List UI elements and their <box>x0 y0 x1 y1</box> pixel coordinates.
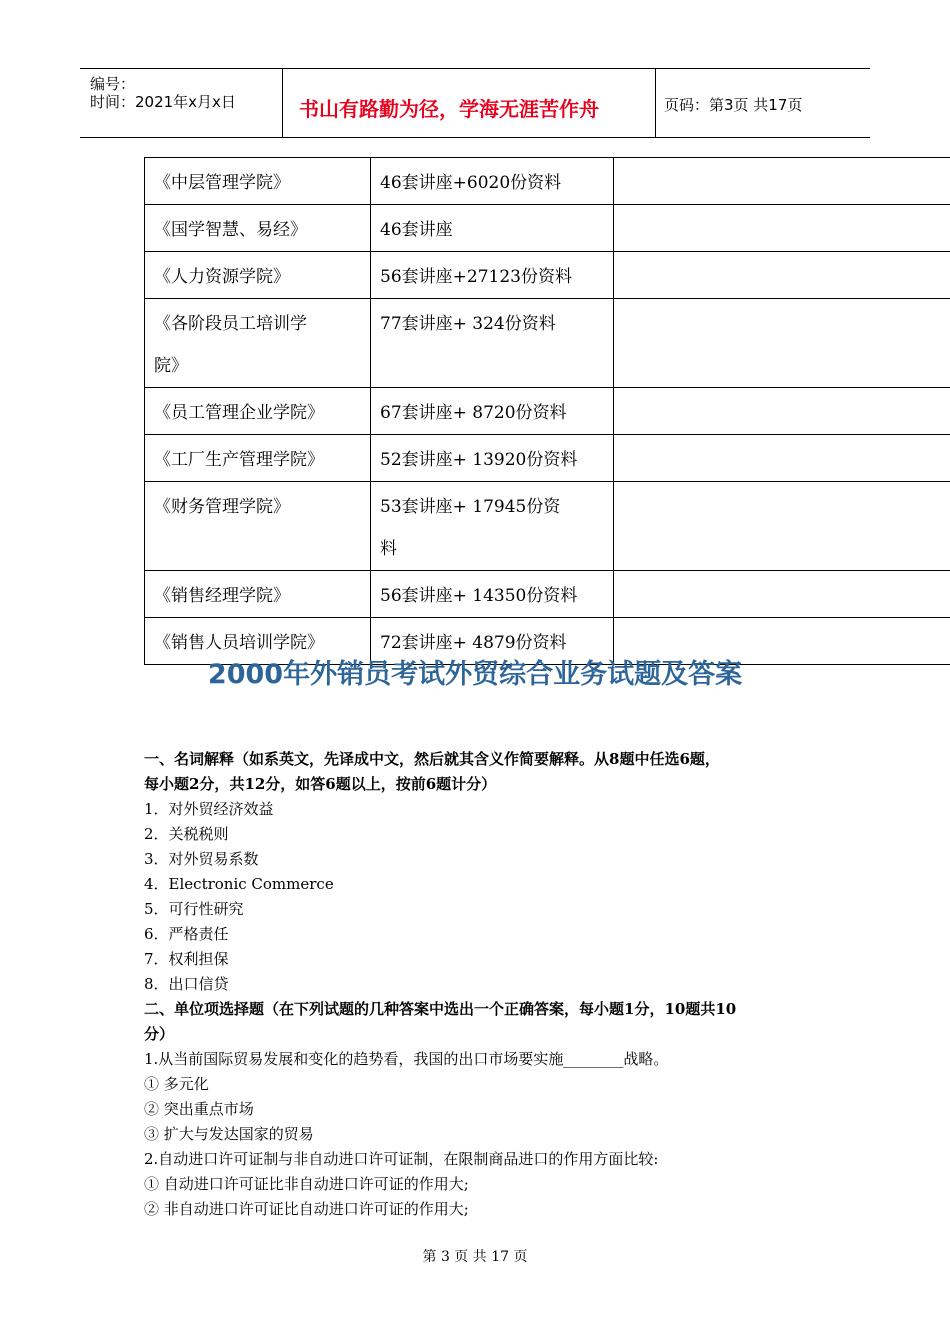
course-content-line: 53套讲座+ 17945份资 <box>380 497 561 517</box>
course-name: 《中层管理学院》 <box>145 158 371 205</box>
section2-heading: 二、单位项选择题（在下列试题的几种答案中选出一个正确答案，每小题1分，10题共10 <box>144 1000 737 1018</box>
question-line: 2.自动进口许可证制与非自动进口许可证制，在限制商品进口的作用方面比较: <box>144 1150 659 1168</box>
exam-body <box>144 747 824 1222</box>
option-line: ① 多元化 <box>144 1075 209 1093</box>
term-item: 7．权利担保 <box>144 950 229 968</box>
header-page-info: 页码：第3页 共17页 <box>664 96 803 114</box>
course-content: 56套讲座+27123份资料 <box>371 252 614 299</box>
course-content: 46套讲座+6020份资料 <box>371 158 614 205</box>
table-row <box>145 299 950 388</box>
course-name: 《销售经理学院》 <box>145 571 371 618</box>
section2-heading-cont: 分） <box>144 1025 175 1043</box>
table-row <box>145 388 950 435</box>
course-name: 《工厂生产管理学院》 <box>145 435 371 482</box>
course-note <box>614 388 950 435</box>
course-note <box>614 205 950 252</box>
date-label: 时间：2021年x月x日 <box>90 93 236 111</box>
option-line: ② 非自动进口许可证比自动进口许可证的作用大; <box>144 1200 469 1218</box>
term-item: 5．可行性研究 <box>144 900 244 918</box>
term-item: 6．严格责任 <box>144 925 229 943</box>
page-footer: 第 3 页 共 17 页 <box>422 1249 528 1265</box>
course-note <box>614 252 950 299</box>
course-content: 72套讲座+ 4879份资料 <box>371 618 614 665</box>
header-page-cell <box>656 69 870 137</box>
table-row <box>145 482 950 571</box>
header-motto-cell <box>283 69 656 137</box>
course-table <box>144 157 950 665</box>
page-header <box>80 68 870 138</box>
term-item: 3．对外贸易系数 <box>144 850 259 868</box>
course-content: 56套讲座+ 14350份资料 <box>371 571 614 618</box>
course-note <box>614 158 950 205</box>
section1-heading-cont: 每小题2分，共12分，如答6题以上，按前6题计分） <box>144 775 497 793</box>
course-name: 《员工管理企业学院》 <box>145 388 371 435</box>
table-row <box>145 205 950 252</box>
course-name-line: 院》 <box>154 356 188 376</box>
header-left-cell <box>80 69 283 137</box>
option-line: ① 自动进口许可证比非自动进口许可证的作用大; <box>144 1175 469 1193</box>
course-content: 46套讲座 <box>371 205 614 252</box>
term-item: 2．关税税则 <box>144 825 229 843</box>
course-name <box>145 299 371 388</box>
course-content <box>371 482 614 571</box>
option-line: ③ 扩大与发达国家的贸易 <box>144 1125 314 1143</box>
table-row <box>145 158 950 205</box>
term-item: 4．Electronic Commerce <box>144 875 334 893</box>
course-name: 《财务管理学院》 <box>145 482 371 571</box>
course-content: 52套讲座+ 13920份资料 <box>371 435 614 482</box>
course-note <box>614 482 950 571</box>
course-content: 67套讲座+ 8720份资料 <box>371 388 614 435</box>
header-motto: 书山有路勤为径，学海无涯苦作舟 <box>299 97 599 121</box>
course-name: 《人力资源学院》 <box>145 252 371 299</box>
table-row <box>145 571 950 618</box>
term-item: 1．对外贸经济效益 <box>144 800 274 818</box>
table-row <box>145 252 950 299</box>
document-title: 2000年外销员考试外贸综合业务试题及答案 <box>207 659 743 690</box>
code-label: 编号： <box>90 75 136 93</box>
question-line: 1.从当前国际贸易发展和变化的趋势看，我国的出口市场要实施________战略。 <box>144 1050 669 1068</box>
course-name: 《国学智慧、易经》 <box>145 205 371 252</box>
course-note <box>614 571 950 618</box>
course-content: 77套讲座+ 324份资料 <box>371 299 614 388</box>
course-name: 《销售人员培训学院》 <box>145 618 371 665</box>
course-note <box>614 299 950 388</box>
term-item: 8．出口信贷 <box>144 975 229 993</box>
table-row <box>145 435 950 482</box>
option-line: ② 突出重点市场 <box>144 1100 254 1118</box>
course-content-line: 料 <box>380 539 397 559</box>
course-name-line: 《各阶段员工培训学 <box>154 314 307 334</box>
course-note <box>614 435 950 482</box>
section1-heading: 一、名词解释（如系英文，先译成中文，然后就其含义作简要解释。从8题中任选6题， <box>144 750 720 768</box>
